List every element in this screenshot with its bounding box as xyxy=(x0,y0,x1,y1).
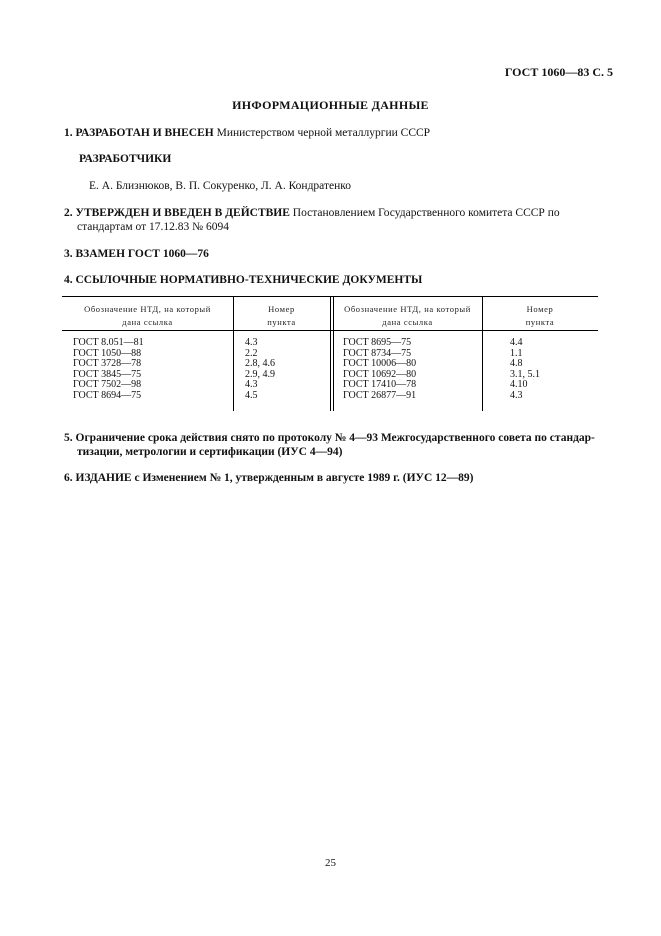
right-points-column xyxy=(510,338,540,401)
table-cell: 4.3 xyxy=(245,379,258,390)
item-5-validity-continued: тизации, метрологии и сертификации (ИУС 4—94) xyxy=(77,446,343,458)
item-1-label: 1. РАЗРАБОТАН И ВНЕСЕН xyxy=(64,127,214,139)
item-5-validity: 5. Ограничение срока действия снято по протоколу № 4—93 Межгосударственного совета по стандар- xyxy=(64,432,595,444)
table-cell: 4.3 xyxy=(510,389,523,401)
table-cell: 4.10 xyxy=(510,379,528,390)
page-number: 25 xyxy=(325,857,336,869)
table-cell: ГОСТ 17410—78 xyxy=(343,379,417,390)
table-cell: ГОСТ 8.051—81 xyxy=(73,337,144,348)
item-2-approved xyxy=(64,207,560,219)
table-cell: ГОСТ 8694—75 xyxy=(73,389,142,401)
table-cell: 1.1 xyxy=(510,347,523,359)
item-1-developed xyxy=(64,127,430,139)
table-cell: ГОСТ 10692—80 xyxy=(343,368,417,380)
table-cell: ГОСТ 10006—80 xyxy=(343,358,417,369)
table-divider-2 xyxy=(330,297,331,411)
header-doc-line2: дана ссылка xyxy=(122,317,173,327)
item-4-references-heading: 4. ССЫЛОЧНЫЕ НОРМАТИВНО-ТЕХНИЧЕСКИЕ ДОКУМЕНТЫ xyxy=(64,274,423,286)
header-pt-line2: пункта xyxy=(525,317,555,327)
table-cell: ГОСТ 7502—98 xyxy=(73,379,142,390)
table-cell: ГОСТ 3845—75 xyxy=(73,368,142,380)
left-docs-column xyxy=(73,338,144,401)
item-6-edition: 6. ИЗДАНИЕ с Изменением № 1, утвержденным в августе 1989 г. (ИУС 12—89) xyxy=(64,472,474,484)
table-header-doc-left xyxy=(62,303,233,329)
table-cell: 4.8 xyxy=(510,358,523,369)
table-header-doc-right xyxy=(333,303,482,329)
table-cell: 2.8, 4.6 xyxy=(245,358,275,369)
header-pt-line2: пункта xyxy=(267,317,296,327)
item-1-text: Министерством черной металлургии СССР xyxy=(213,127,431,139)
developers-heading: РАЗРАБОТЧИКИ xyxy=(79,153,172,165)
table-cell: 3.1, 5.1 xyxy=(510,368,540,380)
document-code-header: ГОСТ 1060—83 С. 5 xyxy=(504,65,613,79)
left-points-column xyxy=(245,338,275,401)
table-cell: 4.4 xyxy=(510,337,523,348)
item-2-text: Постановлением Государственного комитета СССР по xyxy=(289,207,560,219)
table-cell: ГОСТ 8695—75 xyxy=(343,337,412,348)
table-cell: 2.9, 4.9 xyxy=(245,368,275,380)
right-docs-column xyxy=(343,338,416,401)
table-cell: 2.2 xyxy=(245,347,258,359)
item-2-label: 2. УТВЕРЖДЕН И ВВЕДЕН В ДЕЙСТВИЕ xyxy=(64,207,290,219)
developers-names: Е. А. Близнюков, В. П. Сокуренко, Л. А. Кондратенко xyxy=(89,180,352,192)
header-pt-line1: Номер xyxy=(526,304,554,314)
table-cell: ГОСТ 26877—91 xyxy=(343,389,417,401)
table-cell: 4.5 xyxy=(245,389,258,401)
table-cell: ГОСТ 3728—78 xyxy=(73,358,142,369)
header-doc-line1: Обозначение НТД, на который xyxy=(84,304,211,314)
item-2-text-continued: стандартам от 17.12.83 № 6094 xyxy=(77,221,229,233)
item-3-replaces: 3. ВЗАМЕН ГОСТ 1060—76 xyxy=(64,248,209,260)
references-table xyxy=(62,296,598,411)
section-title: ИНФОРМАЦИОННЫЕ ДАННЫЕ xyxy=(232,98,429,112)
table-header-point-right xyxy=(482,303,598,329)
header-doc-line1: Обозначение НТД, на который xyxy=(344,304,471,314)
header-doc-line2: дана ссылка xyxy=(382,317,433,327)
header-pt-line1: Номер xyxy=(268,304,295,314)
table-cell: ГОСТ 8734—75 xyxy=(343,347,412,359)
table-cell: 4.3 xyxy=(245,337,258,348)
table-cell: ГОСТ 1050—88 xyxy=(73,347,142,359)
table-header-point-left xyxy=(233,303,330,329)
